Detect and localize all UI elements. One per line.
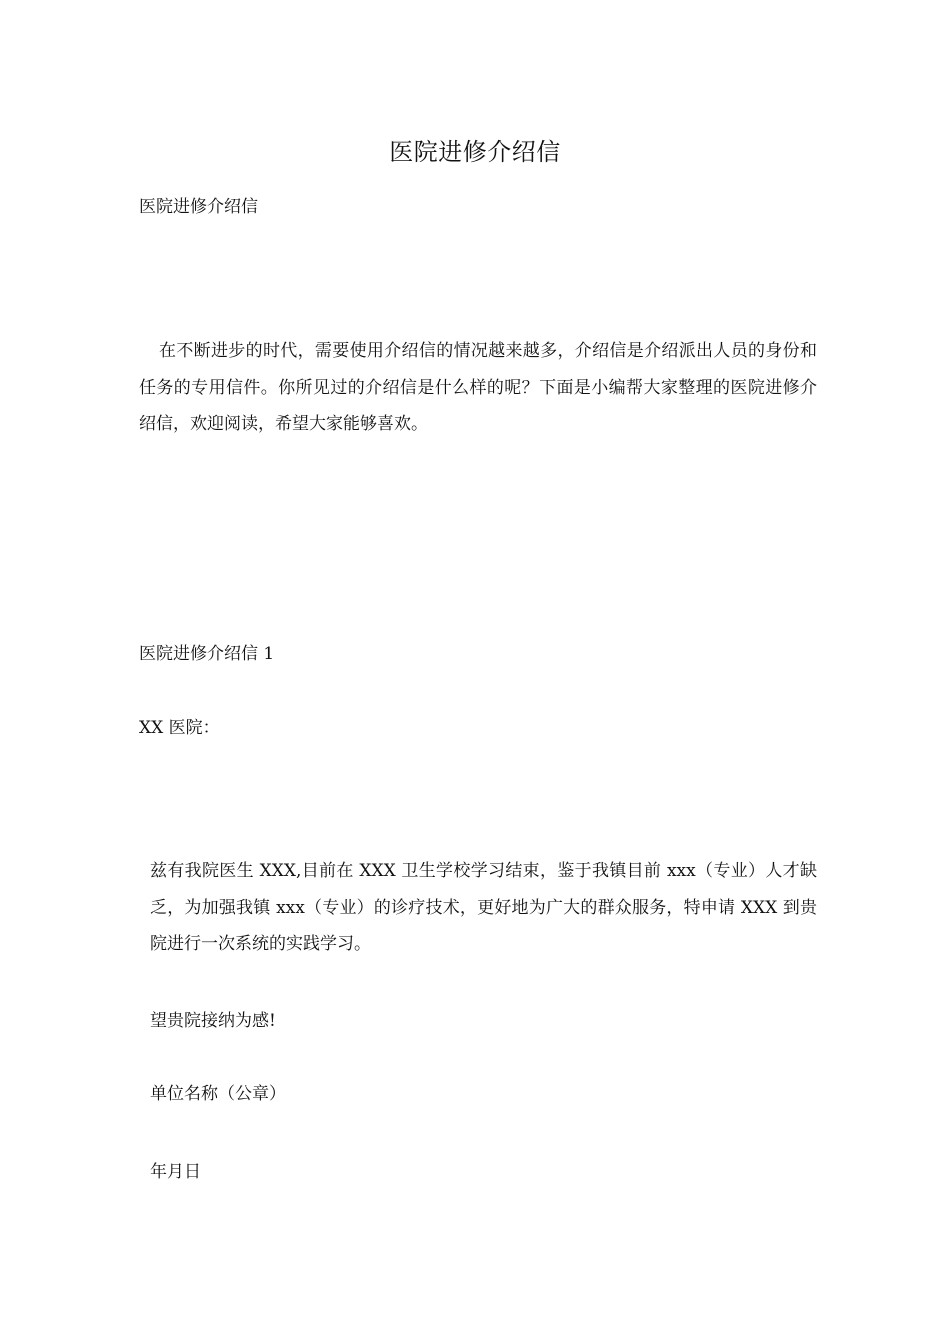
document-subtitle: 医院进修介绍信 — [139, 197, 258, 217]
intro-paragraph: 在不断进步的时代，需要使用介绍信的情况越来越多，介绍信是介绍派出人员的身份和任务的专用信件。你所见过的介绍信是什么样的呢？下面是小编帮大家整理的医院进修介绍信，欢迎阅读，希望大家能够喜欢。 — [139, 341, 817, 434]
letter-heading: 医院进修介绍信 1 — [139, 644, 275, 664]
letter-closing: 望贵院接纳为感! — [150, 1011, 276, 1031]
document-title: 医院进修介绍信 — [389, 138, 561, 166]
letter-signature: 单位名称（公章） — [150, 1084, 286, 1104]
letter-body: 兹有我院医生 XXX,目前在 XXX 卫生学校学习结束，鉴于我镇目前 xxx（专业）人才缺乏，为加强我镇 xxx（专业）的诊疗技术，更好地为广大的群众服务，特申请 XXX 到贵院进行一次系统的实践学习。 — [150, 861, 817, 954]
letter-salutation: XX 医院： — [139, 718, 220, 738]
letter-date: 年月日 — [150, 1162, 201, 1182]
